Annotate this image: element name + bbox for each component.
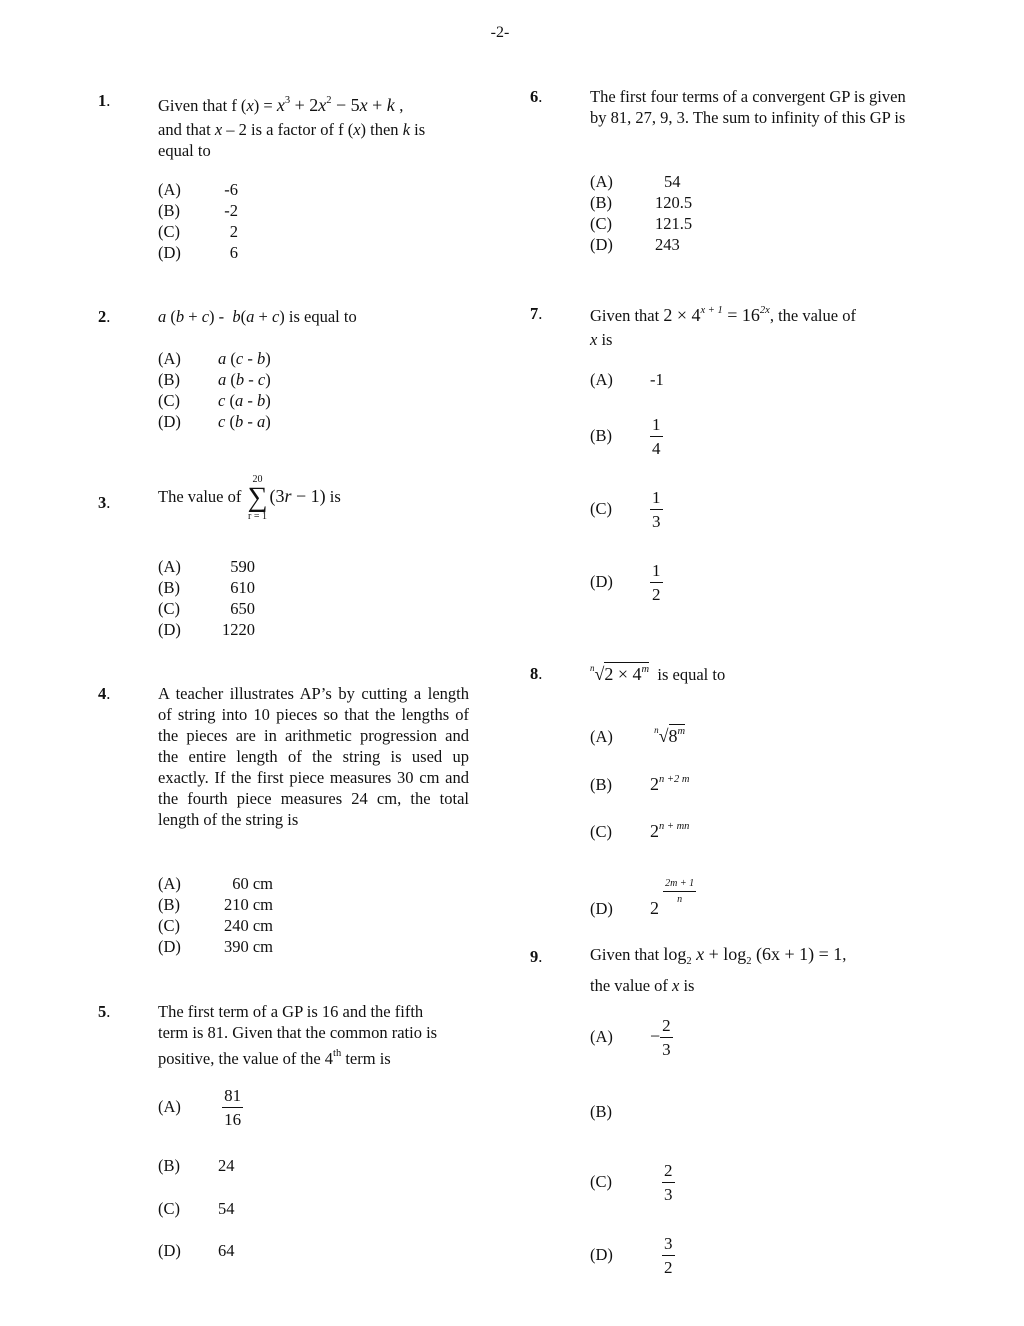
- question-number: 4 .: [98, 683, 110, 704]
- option-d[interactable]: (D) $\frac{3}{2}$: [590, 1234, 673, 1277]
- polynomial-expression: $x^3 + 2x^2 - 5x + k$: [276, 95, 395, 115]
- question-number: 9 .: [530, 946, 542, 967]
- option-b[interactable]: (B) 210 cm: [158, 895, 273, 914]
- option-b[interactable]: (B) $\frac{1}{4}$: [590, 415, 661, 458]
- fraction: $\frac{3}{2}$: [664, 1234, 673, 1277]
- question-number: 1 .: [98, 90, 110, 111]
- page-number: -2-: [490, 24, 510, 41]
- fraction: $\frac{2}{3}$: [662, 1016, 671, 1059]
- question-1: [98, 90, 478, 265]
- question-9: [530, 944, 920, 1284]
- option-b[interactable]: (B) $2^{n +2 m}$: [590, 774, 690, 794]
- option-a[interactable]: (A) -6: [158, 180, 238, 199]
- option-c[interactable]: (C) 650: [158, 599, 255, 618]
- question-stem: The value of 20 ∑ r = 1 (3r − 1) is: [158, 474, 341, 522]
- exponential-equation: $2 \times 4^{x + 1} = 16^{2x}$: [663, 305, 770, 325]
- option-d[interactable]: (D) 2 $\frac{2m + 1}{n}$: [590, 878, 695, 918]
- option-a[interactable]: (A) 54: [590, 172, 681, 191]
- option-d[interactable]: (D) 243: [590, 235, 680, 254]
- question-stem: Given that $\log_2 x + \log_2 (6x + 1) = 1$, the value of x is: [590, 944, 847, 995]
- question-4: [98, 683, 478, 958]
- option-c[interactable]: (C) $2^{n + mn}$: [590, 821, 690, 841]
- option-a[interactable]: (A) 60 cm: [158, 874, 273, 893]
- option-d[interactable]: (D) 6: [158, 243, 238, 262]
- summation-symbol: 20 ∑ r = 1: [247, 474, 268, 522]
- option-d[interactable]: (D) c (b - a): [158, 412, 271, 431]
- question-stem: The first four terms of a convergent GP is given by 81, 27, 9, 3. The sum to infinity of this GP is: [590, 87, 906, 127]
- question-6: [530, 86, 910, 256]
- question-8: [530, 658, 920, 918]
- question-stem: Given that f $(x) = x^3 + 2x^2 - 5x + k$ , and that x – 2 is a factor of f (x) then k is equal to: [158, 95, 426, 160]
- option-b[interactable]: (B): [590, 1102, 612, 1121]
- option-d[interactable]: (D) 64: [158, 1241, 235, 1260]
- option-b[interactable]: (B) a (b - c): [158, 370, 271, 389]
- question-number: 8 .: [530, 663, 542, 684]
- option-a[interactable]: (A) − $\frac{2}{3}$: [590, 1016, 671, 1059]
- question-stem: $^n√2 \times 4^m$ is equal to: [590, 663, 726, 684]
- question-number: 7 .: [530, 303, 542, 324]
- question-5: [98, 1001, 478, 1271]
- logarithmic-equation: $\log_2 x + \log_2 (6x + 1) = 1$: [663, 944, 843, 967]
- option-c[interactable]: (C) $\frac{2}{3}$: [590, 1161, 673, 1204]
- option-c[interactable]: (C) 54: [158, 1199, 235, 1218]
- option-c[interactable]: (C) $\frac{1}{3}$: [590, 488, 661, 531]
- question-stem: Given that $2 \times 4^{x + 1} = 16^{2x}$, the value of x is: [590, 305, 856, 349]
- question-stem: A teacher illustrates AP’s by cutting a length of string into 10 pieces so that the lengths of the pieces are in arithmetic progression and the entire length of the string is used up exactly. If the first piece measures 30 cm and the fourth piece measures 24 cm, the total length of the string is: [158, 684, 469, 829]
- question-stem: The first term of a GP is 16 and the fifth term is 81. Given that the common ratio is positive, the value of the 4th term is: [158, 1002, 438, 1068]
- question-3: [98, 474, 478, 644]
- option-b[interactable]: (B) 610: [158, 578, 255, 597]
- option-a[interactable]: (A) 590: [158, 557, 255, 576]
- option-d[interactable]: (D) 390 cm: [158, 937, 273, 956]
- fraction: $\frac{81}{16}$: [224, 1086, 242, 1129]
- option-c[interactable]: (C) 2: [158, 222, 238, 241]
- option-a[interactable]: (A) -1: [590, 370, 664, 389]
- question-number: 3 .: [98, 492, 110, 513]
- nth-root-expression: $^n√2 \times 4^m$: [590, 663, 650, 684]
- option-b[interactable]: (B) 24: [158, 1156, 235, 1175]
- fraction-exponent: $\frac{2m + 1}{n}$: [665, 878, 695, 905]
- fraction: $\frac{1}{4}$: [652, 415, 661, 458]
- option-d[interactable]: (D) $\frac{1}{2}$: [590, 561, 661, 604]
- question-number: 5 .: [98, 1001, 110, 1022]
- option-b[interactable]: (B) -2: [158, 201, 238, 220]
- fraction: $\frac{2}{3}$: [664, 1161, 673, 1204]
- question-number: 6 .: [530, 86, 542, 107]
- option-d[interactable]: (D) 1220: [158, 620, 255, 639]
- option-c[interactable]: (C) 240 cm: [158, 916, 273, 935]
- question-2: [98, 306, 478, 431]
- option-c[interactable]: (C) c (a - b): [158, 391, 271, 410]
- fraction: $\frac{1}{2}$: [652, 561, 661, 604]
- question-7: [530, 300, 920, 620]
- option-b[interactable]: (B) 120.5: [590, 193, 693, 212]
- option-c[interactable]: (C) 121.5: [590, 214, 693, 233]
- question-stem: a (b + c) - b(a + c) is equal to: [158, 307, 357, 326]
- question-number: 2 .: [98, 306, 110, 327]
- option-a[interactable]: (A) a (c - b): [158, 349, 271, 368]
- fraction: $\frac{1}{3}$: [652, 488, 661, 531]
- option-a[interactable]: (A) $^n$√8$^m$: [590, 725, 686, 746]
- option-a[interactable]: (A) $\frac{81}{16}$: [158, 1086, 242, 1129]
